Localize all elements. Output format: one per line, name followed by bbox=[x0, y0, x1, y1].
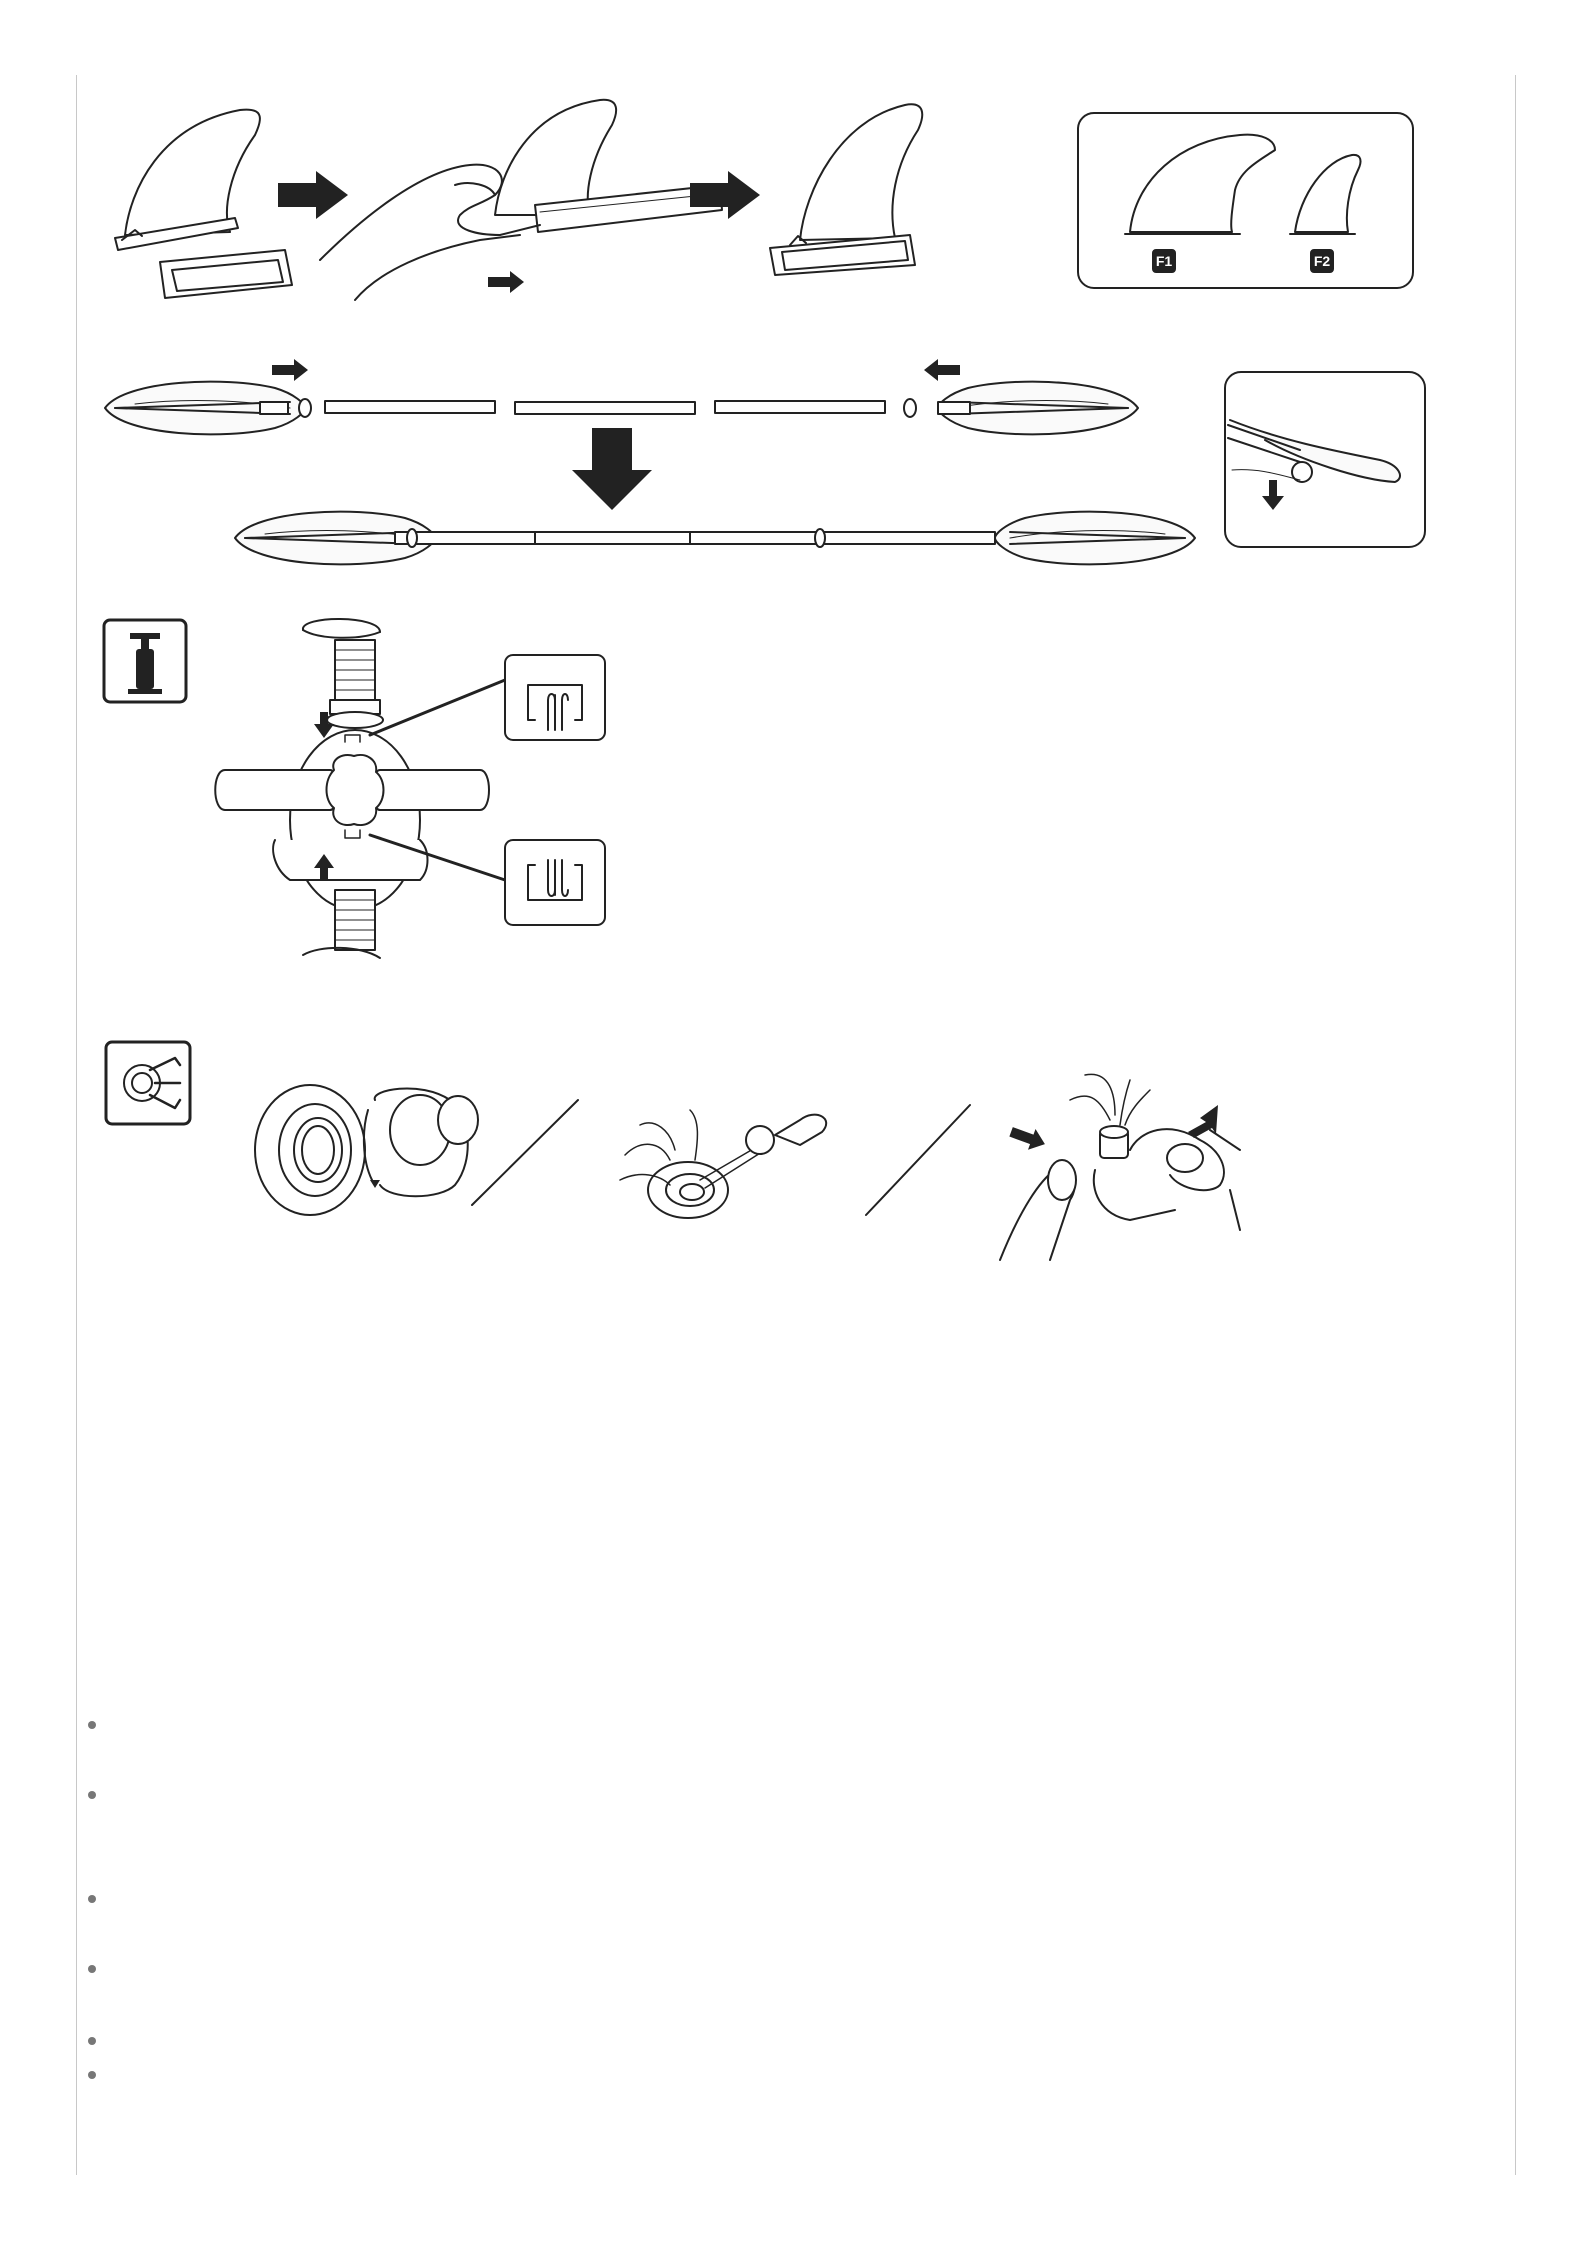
paddle-assembled bbox=[235, 512, 1195, 565]
fin-step-2 bbox=[320, 100, 722, 300]
paddle-parts bbox=[105, 359, 1138, 434]
divider-slash-2 bbox=[866, 1105, 970, 1215]
deflate-symbol-box bbox=[505, 840, 605, 925]
valve-step-2 bbox=[620, 1110, 826, 1218]
fin-step-3 bbox=[770, 104, 922, 275]
bullet-marker bbox=[88, 2037, 96, 2045]
fin-step-1 bbox=[115, 110, 292, 298]
inflate-symbol-box bbox=[505, 655, 605, 740]
bullet-marker bbox=[88, 2071, 96, 2079]
valve-step-3 bbox=[1000, 1074, 1240, 1260]
divider-slash-1 bbox=[472, 1100, 578, 1205]
step-arrow-1 bbox=[278, 171, 348, 219]
valve-icon bbox=[106, 1042, 190, 1124]
down-arrow bbox=[572, 428, 652, 510]
fin-types-box bbox=[1078, 113, 1413, 288]
fin-f1-label: F1 bbox=[1155, 253, 1173, 269]
fin-f2-label: F2 bbox=[1313, 253, 1331, 269]
valve-step-1 bbox=[255, 1085, 478, 1215]
bullet-marker bbox=[88, 1965, 96, 1973]
bullet-marker bbox=[88, 1895, 96, 1903]
paddle-detail-box bbox=[1225, 372, 1425, 547]
bullet-marker bbox=[88, 1791, 96, 1799]
bullet-marker bbox=[88, 1721, 96, 1729]
pump-valve-diagram bbox=[215, 619, 505, 958]
pump-icon bbox=[104, 620, 186, 702]
push-arrow bbox=[488, 271, 524, 293]
